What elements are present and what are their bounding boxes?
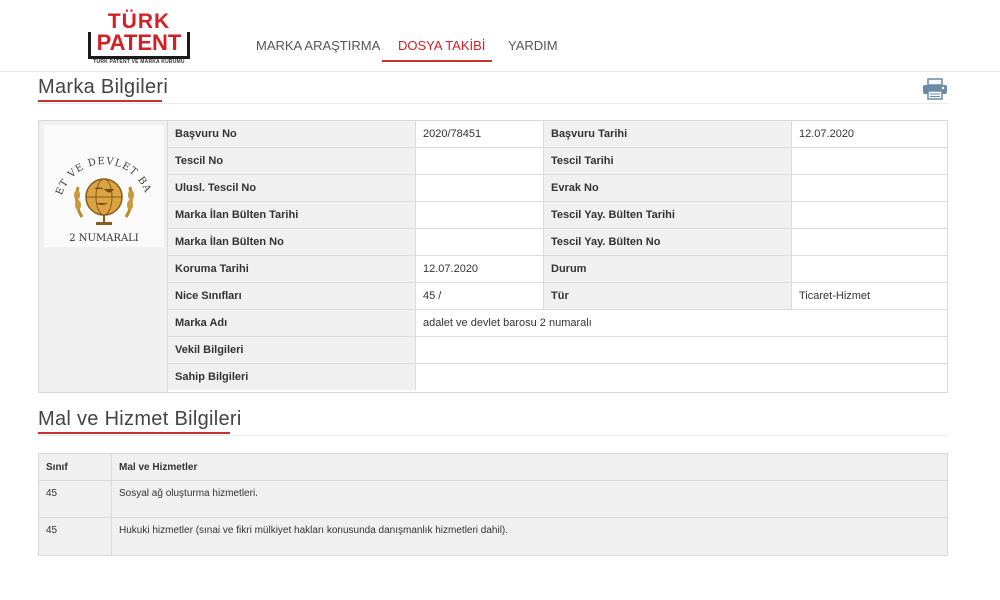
- label-basvuru-no: Başvuru No: [168, 121, 416, 147]
- row-description: Sosyal ağ oluşturma hizmetleri.: [112, 481, 947, 517]
- table-row: [39, 481, 947, 518]
- trademark-image-cell: [39, 121, 168, 392]
- label-tescil-no: Tescil No: [168, 148, 416, 174]
- nav-yardim[interactable]: YARDIM: [508, 38, 558, 53]
- info-row: [168, 148, 947, 175]
- label-tescil-yay-bulten-no: Tescil Yay. Bülten No: [544, 229, 792, 255]
- info-row: [168, 283, 947, 310]
- value-marka-adi: adalet ve devlet barosu 2 numaralı: [416, 310, 947, 336]
- goods-table: [38, 453, 948, 556]
- site-header: [0, 0, 1000, 72]
- trademark-image[interactable]: [44, 125, 164, 247]
- value-vekil-bilgileri: [416, 337, 947, 363]
- info-row: [168, 121, 947, 148]
- info-row: [168, 256, 947, 283]
- label-basvuru-tarihi: Başvuru Tarihi: [544, 121, 792, 147]
- label-vekil-bilgileri: Vekil Bilgileri: [168, 337, 416, 363]
- value-durum: [792, 256, 947, 282]
- label-tescil-tarihi: Tescil Tarihi: [544, 148, 792, 174]
- value-ilan-bulten-tarihi: [416, 202, 544, 228]
- label-ilan-bulten-no: Marka İlan Bülten No: [168, 229, 416, 255]
- stamp-bottom-text: 2 NUMARALI: [69, 233, 139, 244]
- value-sahip-bilgileri: [416, 364, 947, 390]
- row-description: Hukuki hizmetler (sınai ve fikri mülkiyet hakları konusunda danışmanlık hizmetleri dahil).: [112, 518, 947, 555]
- info-row: [168, 337, 947, 364]
- nav-dosya-takibi[interactable]: DOSYA TAKİBİ: [398, 38, 486, 53]
- brand-info-table: [38, 120, 948, 393]
- label-tescil-yay-bulten-tarihi: Tescil Yay. Bülten Tarihi: [544, 202, 792, 228]
- value-evrak-no: [792, 175, 947, 201]
- info-row: [168, 202, 947, 229]
- label-durum: Durum: [544, 256, 792, 282]
- brand-info-title-rule: [38, 100, 162, 102]
- goods-title-rule: [38, 432, 230, 434]
- brand-info-divider: [38, 103, 948, 104]
- label-nice-siniflari: Nice Sınıfları: [168, 283, 416, 309]
- header-sinif: Sınıf: [39, 454, 112, 480]
- value-ilan-bulten-no: [416, 229, 544, 255]
- logo-word: PATENT: [96, 30, 182, 55]
- value-koruma-tarihi: 12.07.2020: [416, 256, 544, 282]
- label-marka-adi: Marka Adı: [168, 310, 416, 336]
- nav-marka-arastirma[interactable]: MARKA ARAŞTIRMA: [256, 38, 381, 53]
- label-ilan-bulten-tarihi: Marka İlan Bülten Tarihi: [168, 202, 416, 228]
- info-row: [168, 229, 947, 256]
- label-tur: Tür: [544, 283, 792, 309]
- value-ulusl-tescil-no: [416, 175, 544, 201]
- logo-top-text: TÜRK: [107, 10, 171, 33]
- label-evrak-no: Evrak No: [544, 175, 792, 201]
- label-ulusl-tescil-no: Ulusl. Tescil No: [168, 175, 416, 201]
- value-tescil-tarihi: [792, 148, 947, 174]
- table-row: [39, 518, 947, 555]
- value-tescil-yay-bulten-no: [792, 229, 947, 255]
- goods-divider: [38, 435, 948, 436]
- value-tescil-yay-bulten-tarihi: [792, 202, 947, 228]
- row-class: 45: [39, 518, 112, 555]
- goods-table-header: [39, 454, 947, 481]
- stamp-arc-text: ET VE DEVLET BA: [54, 155, 154, 197]
- info-row: [168, 364, 947, 391]
- row-class: 45: [39, 481, 112, 517]
- value-basvuru-no: 2020/78451: [416, 121, 544, 147]
- active-tab-indicator: [382, 60, 492, 62]
- brand-info-title: Marka Bilgileri: [38, 76, 169, 98]
- logo-bracket: [88, 32, 190, 59]
- info-row: [168, 310, 947, 337]
- value-tur: Ticaret-Hizmet: [792, 283, 947, 309]
- print-icon[interactable]: [922, 78, 948, 100]
- value-nice-siniflari: 45 /: [416, 283, 544, 309]
- turk-patent-logo[interactable]: [86, 12, 192, 64]
- logo-subtitle: TÜRK PATENT VE MARKA KURUMU: [93, 59, 185, 65]
- info-row: [168, 175, 947, 202]
- value-tescil-no: [416, 148, 544, 174]
- goods-title: Mal ve Hizmet Bilgileri: [38, 408, 242, 430]
- value-basvuru-tarihi: 12.07.2020: [792, 121, 947, 147]
- label-koruma-tarihi: Koruma Tarihi: [168, 256, 416, 282]
- label-sahip-bilgileri: Sahip Bilgileri: [168, 364, 416, 390]
- header-mal-ve-hizmetler: Mal ve Hizmetler: [119, 462, 198, 473]
